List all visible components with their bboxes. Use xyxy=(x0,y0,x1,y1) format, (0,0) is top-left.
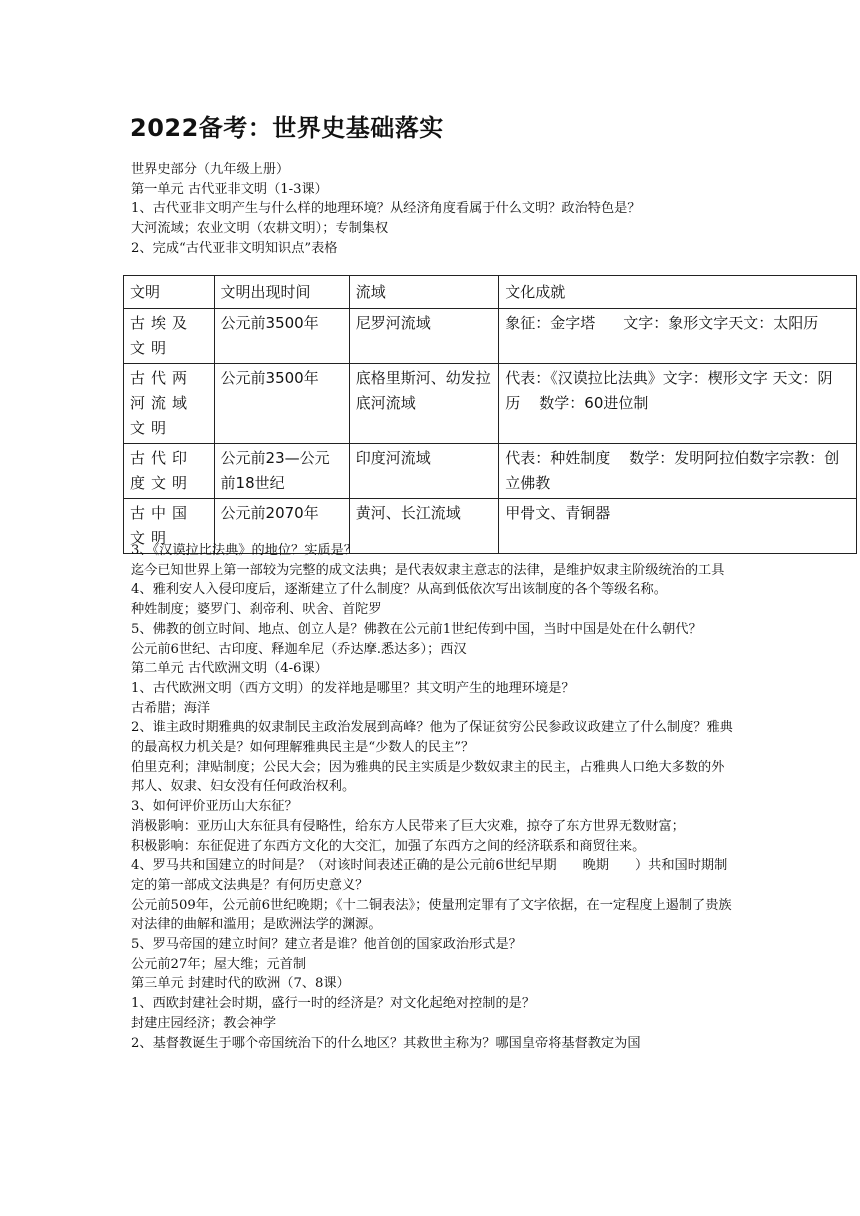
answer: 积极影响：东征促进了东西方文化的大交汇，加强了东西方之间的经济联系和商贸往来。 xyxy=(131,838,646,854)
table-cell xyxy=(499,364,857,444)
table-row xyxy=(124,444,857,499)
table-header-row xyxy=(124,276,857,309)
table-cell: 甲骨文、青铜器 xyxy=(499,499,857,554)
civilization-table xyxy=(123,275,857,554)
answer: 公元前27年；屋大维；元首制 xyxy=(131,956,307,972)
answer: 伯里克利；津贴制度；公民大会；因为雅典的民主实质是少数奴隶主的民主，占雅典人口绝大多数的外邦人、奴隶、妇女没有任何政治权利。 xyxy=(131,759,725,795)
answer: 迄今已知世界上第一部较为完整的成文法典；是代表奴隶主意志的法律，是维护奴隶主阶级统治的工具 xyxy=(131,562,725,578)
question xyxy=(131,856,736,895)
table-cell: 古代两河流域文明 xyxy=(124,364,215,444)
answer: 消极影响：亚历山大东征具有侵略性，给东方人民带来了巨大灾难，掠夺了东方世界无数财富； xyxy=(131,818,685,834)
unit-heading: 第三单元 封建时代的欧洲（7、8课） xyxy=(131,976,350,992)
question: 5、罗马帝国的建立时间？建立者是谁？他首创的国家政治形式是？ xyxy=(131,937,522,953)
table-cell: 尼罗河流域 xyxy=(349,309,498,364)
unit-heading: 第二单元 古代欧洲文明（4-6课） xyxy=(131,661,328,677)
section-heading: 世界史部分（九年级上册） xyxy=(131,162,290,177)
page-title: 2022备考：世界史基础落实 xyxy=(130,114,444,142)
cell-text: 数学：60进位制 xyxy=(539,394,649,412)
table-cell: 古埃及文明 xyxy=(124,309,215,364)
question-text: 4、罗马共和国建立的时间是？（对该时间表述正确的是公元前6世纪早期 xyxy=(131,858,557,874)
table-row xyxy=(124,309,857,364)
question: 2、基督教诞生于哪个帝国统治下的什么地区？其救世主称为？哪国皇帝将基督教定为国 xyxy=(131,1035,641,1051)
question-text: ）共和国时期制定的第一部成文法典是？有何历史意义？ xyxy=(131,858,728,893)
cell-text: 文字：象形文字天文：太阳历 xyxy=(623,314,819,332)
question: 1、古代欧洲文明（西方文明）的发祥地是哪里？其文明产生的地理环境是？ xyxy=(131,680,575,696)
table-cell xyxy=(499,309,857,364)
question: 2、完成“古代亚非文明知识点”表格 xyxy=(131,240,338,256)
table-cell: 底格里斯河、幼发拉底河流域 xyxy=(349,364,498,444)
table-cell: 公元前23—公元前18世纪 xyxy=(214,444,349,499)
answer: 古希腊；海洋 xyxy=(131,700,211,716)
table-row xyxy=(124,364,857,444)
table-cell: 古代印度文明 xyxy=(124,444,215,499)
table-cell: 公元前3500年 xyxy=(214,364,349,444)
cell-text: 代表：《汉谟拉比法典》文字：楔形文字 天文：阴历 xyxy=(505,369,833,412)
question: 1、西欧封建社会时期，盛行一时的经济是？对文化起绝对控制的是？ xyxy=(131,996,536,1012)
table-header-cell: 文明出现时间 xyxy=(214,276,349,309)
answer: 种姓制度；婆罗门、刹帝利、吠舍、首陀罗 xyxy=(131,602,382,618)
question-text: 晚期 xyxy=(582,858,609,874)
table-cell: 公元前3500年 xyxy=(214,309,349,364)
table-cell: 公元前2070年 xyxy=(214,499,349,554)
table-header-cell: 文化成就 xyxy=(499,276,857,309)
unit-heading: 第一单元 古代亚非文明（1-3课） xyxy=(131,181,328,197)
answer: 大河流域；农业文明（农耕文明）；专制集权 xyxy=(131,221,389,237)
intro-block xyxy=(131,160,736,259)
cell-text: 象征：金字塔 xyxy=(505,314,596,332)
answer: 公元前509年，公元前6世纪晚期；《十二铜表法》；使量刑定罪有了文字依据，在一定程度上遏制了贵族对法律的曲解和滥用；是欧洲法学的渊源。 xyxy=(131,897,732,933)
cell-text: 代表：种姓制度 xyxy=(505,449,611,467)
answer: 封建庄园经济；教会神学 xyxy=(131,1015,277,1031)
question: 5、佛教的创立时间、地点、创立人是？佛教在公元前1世纪传到中国，当时中国是处在什么朝代？ xyxy=(131,621,702,637)
answer: 公元前6世纪、古印度、释迦牟尼（乔达摩.悉达多）；西汉 xyxy=(131,641,467,657)
question: 4、雅利安人入侵印度后，逐渐建立了什么制度？从高到低依次写出该制度的各个等级名称。 xyxy=(131,582,667,598)
question: 2、谁主政时期雅典的奴隶制民主政治发展到高峰？他为了保证贫穷公民参政议政建立了什么制度？雅典的最高权力机关是？如何理解雅典民主是“少数人的民主”？ xyxy=(131,720,733,756)
table-cell xyxy=(499,444,857,499)
question: 3、如何评价亚历山大东征？ xyxy=(131,799,298,815)
table-cell: 古中国文明 xyxy=(124,499,215,554)
table-header-cell: 流域 xyxy=(349,276,498,309)
cell-text: 数学：发明阿拉伯数字宗教：创立佛教 xyxy=(505,449,840,492)
table-cell: 印度河流域 xyxy=(349,444,498,499)
questions-block xyxy=(131,541,736,1053)
question: 3、《汉谟拉比法典》的地位？实质是？ xyxy=(131,543,357,558)
table-header-cell: 文明 xyxy=(124,276,215,309)
table-cell: 黄河、长江流域 xyxy=(349,499,498,554)
question: 1、古代亚非文明产生与什么样的地理环境？从经济角度看属于什么文明？政治特色是？ xyxy=(131,201,641,217)
